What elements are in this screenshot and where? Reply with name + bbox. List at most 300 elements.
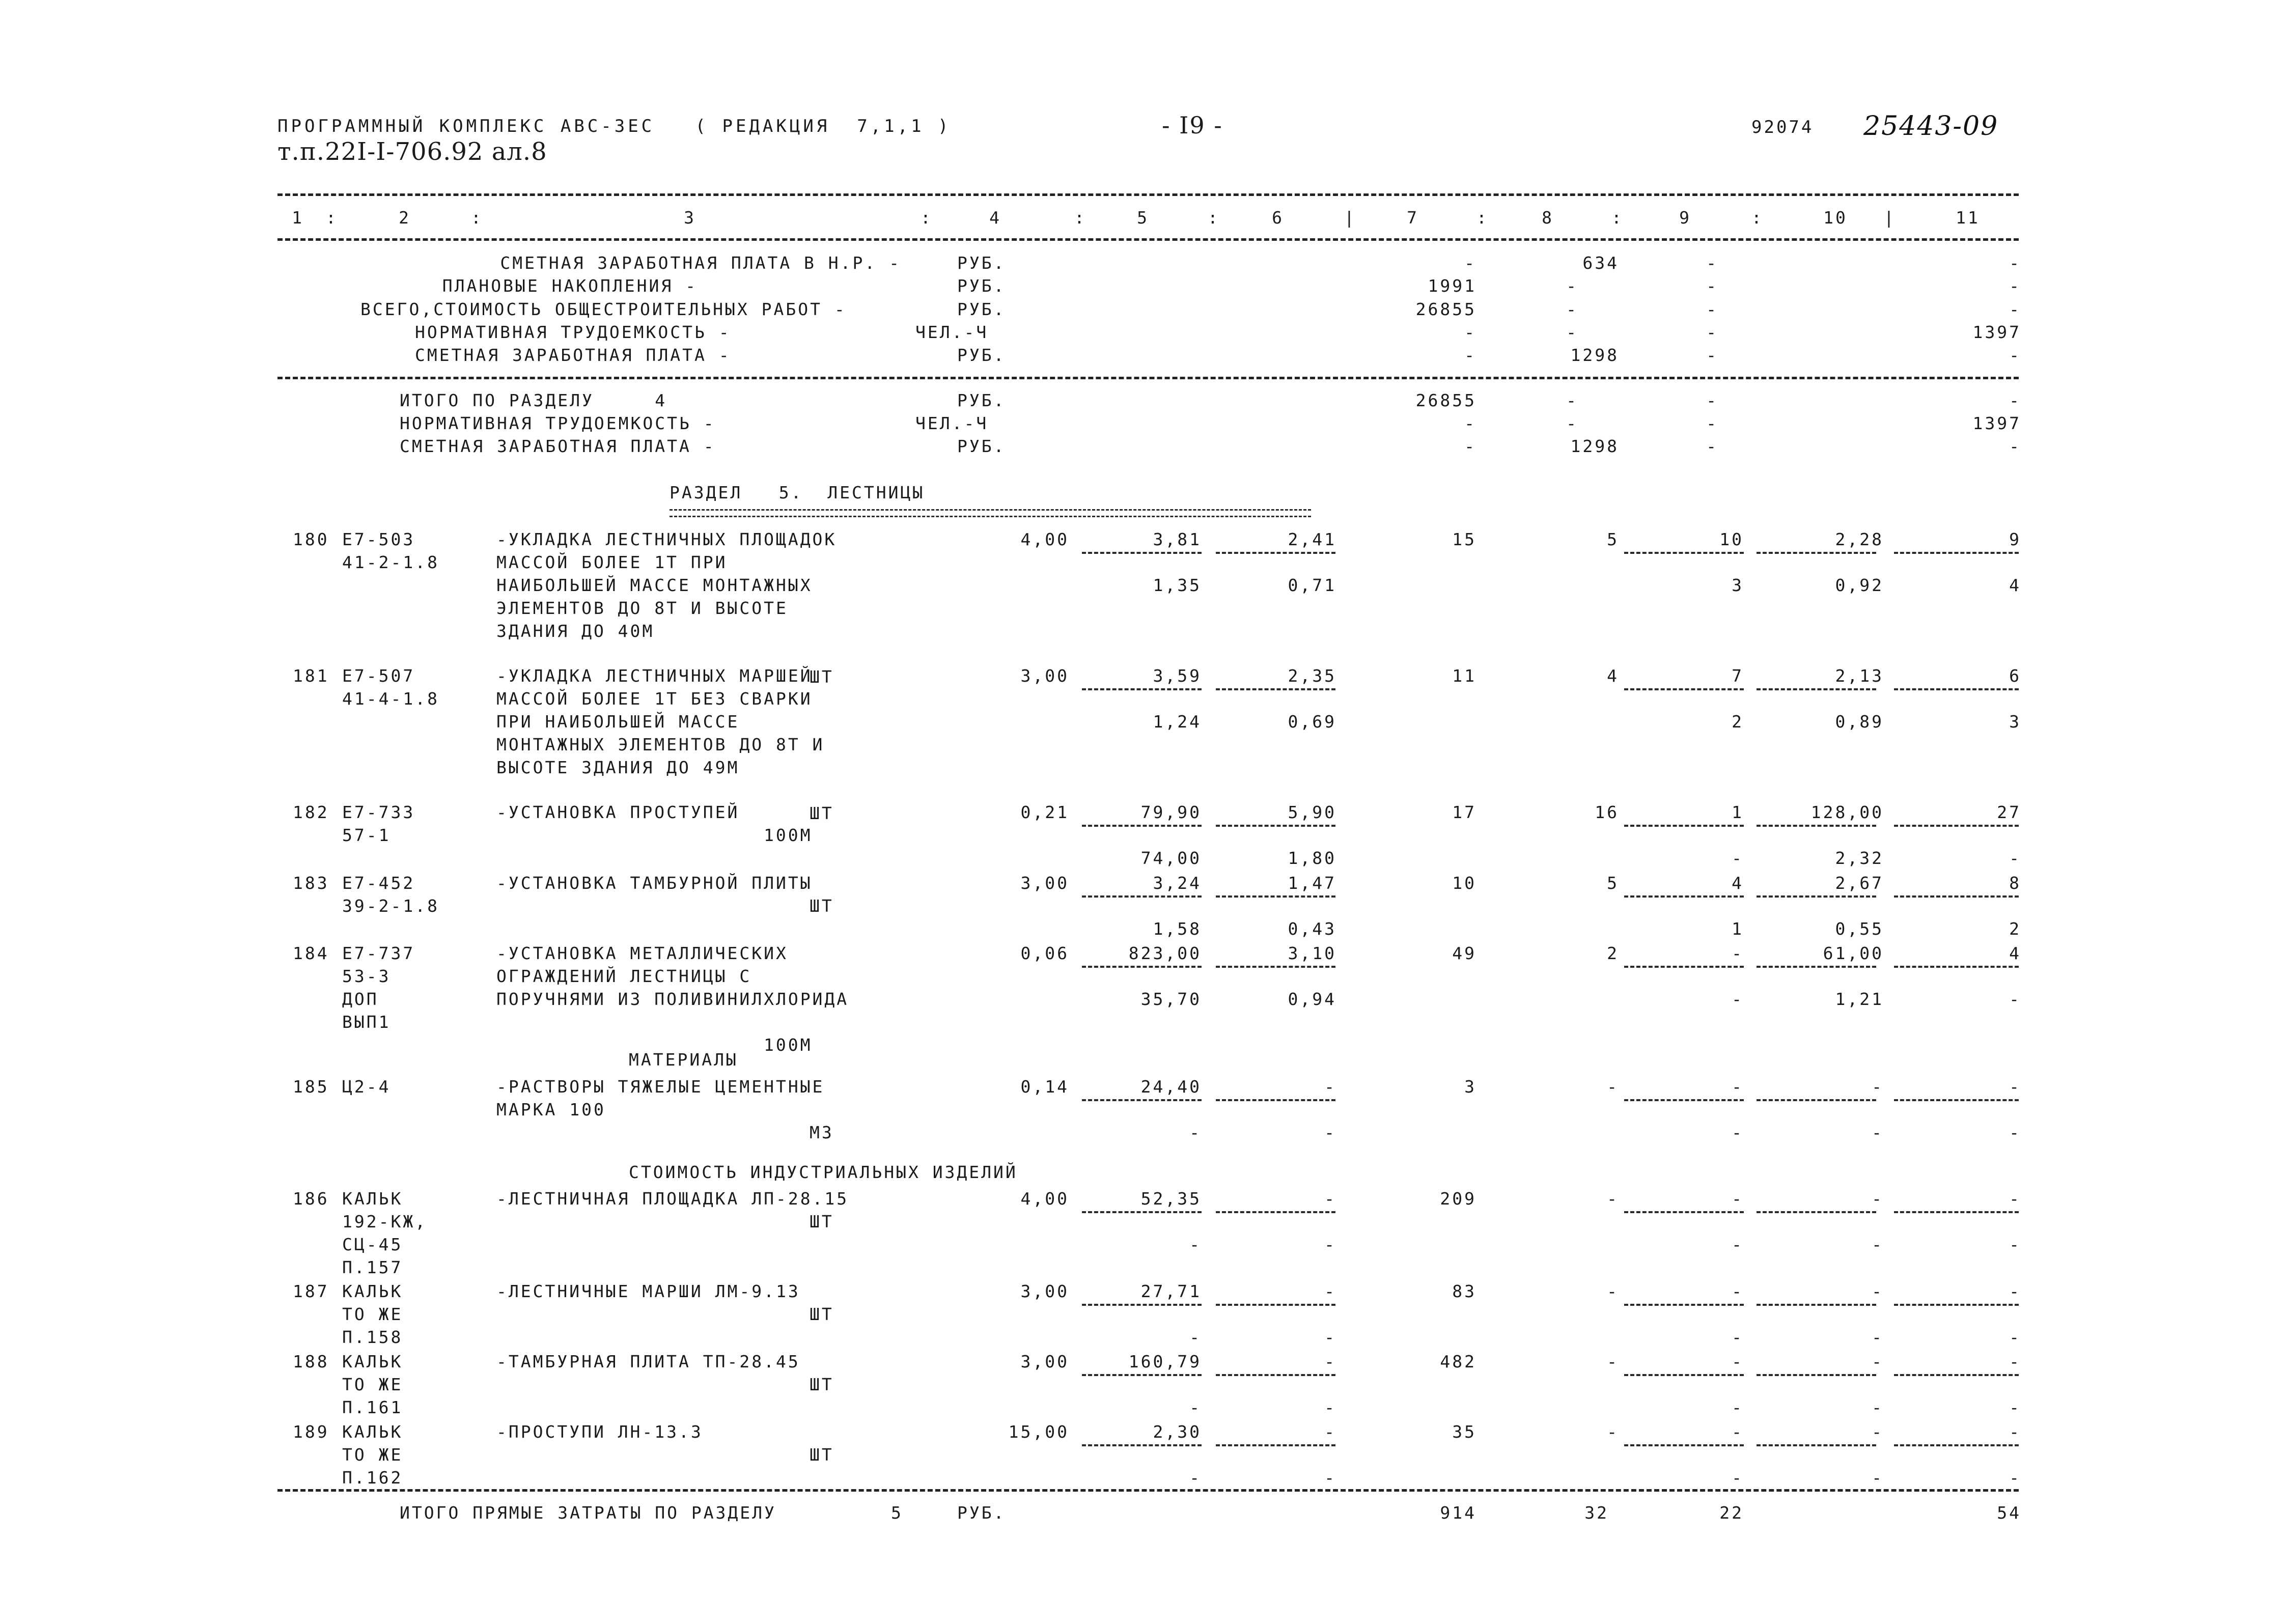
col-separators: :: [1611, 208, 1624, 228]
col6-value: -: [1324, 1281, 1336, 1301]
col5-value-lower: 1,35: [1153, 575, 1202, 595]
col6-value-lower: -: [1324, 1123, 1336, 1142]
split-rule: [1757, 825, 1876, 827]
quantity: 3,00: [1020, 1352, 1069, 1371]
col9-value: -: [1732, 1281, 1744, 1301]
item-description: -ТАМБУРНАЯ ПЛИТА ТП-28.45: [496, 1352, 800, 1371]
page-number: - I9 -: [1162, 111, 1223, 139]
item-code: ВЫП1: [342, 1012, 391, 1032]
col10-value-lower: -: [1872, 1327, 1884, 1347]
col11-value-lower: 3: [2009, 712, 2021, 732]
split-rule: [1216, 966, 1335, 968]
item-code: Е7-452: [342, 873, 415, 893]
col11-value: 8: [2009, 873, 2021, 893]
item-description: -УСТАНОВКА ПРОСТУПЕЙ: [496, 802, 740, 822]
col6-value-lower: -: [1324, 1397, 1336, 1417]
footer-c7: 914: [1440, 1503, 1476, 1523]
col10-value-lower: -: [1872, 1235, 1884, 1254]
item-unit: 100М: [764, 1035, 813, 1055]
item-code: ТО ЖЕ: [342, 1304, 403, 1324]
col9-value: 4: [1732, 873, 1744, 893]
col11-value-lower: -: [2009, 1397, 2021, 1417]
split-rule: [1216, 825, 1335, 827]
item-description: МАССОЙ БОЛЕЕ 1Т БЕЗ СВАРКИ: [496, 689, 813, 709]
summary-c11: -: [2009, 276, 2021, 296]
total-unit: РУБ.: [957, 390, 1006, 410]
col10-value-lower: 1,21: [1835, 989, 1884, 1009]
total-name: ИТОГО ПО РАЗДЕЛУ 4: [400, 390, 667, 410]
col-head-1: 1: [292, 208, 304, 228]
col6-value-lower: -: [1324, 1235, 1336, 1254]
split-rule: [1082, 1444, 1202, 1446]
col8-value: 5: [1607, 529, 1619, 549]
summary-c11: -: [2009, 345, 2021, 365]
item-description: -УСТАНОВКА МЕТАЛЛИЧЕСКИХ: [496, 943, 788, 963]
item-code: Ц2-4: [342, 1077, 391, 1097]
col5-value-lower: 74,00: [1140, 848, 1202, 868]
item-description: ПРИ НАИБОЛЬШЕЙ МАССЕ: [496, 712, 740, 732]
summary-c7: -: [1464, 253, 1476, 273]
col10-value-lower: 0,89: [1835, 712, 1884, 732]
col7-value: 482: [1440, 1352, 1476, 1371]
summary-unit: РУБ.: [957, 345, 1006, 365]
col-head-2: 2: [399, 208, 411, 228]
total-name: СМЕТНАЯ ЗАРАБОТНАЯ ПЛАТА -: [400, 436, 716, 456]
col5-value: 823,00: [1128, 943, 1202, 963]
col6-value: -: [1324, 1422, 1336, 1442]
col11-value: 4: [2009, 943, 2021, 963]
quantity: 15,00: [1008, 1422, 1069, 1442]
row-number: 180: [293, 529, 329, 549]
col9-value: -: [1732, 943, 1744, 963]
col6-value: 1,47: [1288, 873, 1336, 893]
col5-value: 2,30: [1153, 1422, 1202, 1442]
quantity: 4,00: [1020, 529, 1069, 549]
split-rule: [1082, 825, 1202, 827]
quantity: 0,21: [1020, 802, 1069, 822]
header-bottom-rule: [277, 238, 2019, 241]
col10-value: -: [1872, 1189, 1884, 1209]
item-description: -УКЛАДКА ЛЕСТНИЧНЫХ ПЛОЩАДОК: [496, 529, 837, 549]
col-separators: :: [1751, 208, 1764, 228]
split-rule: [1624, 966, 1744, 968]
summary-c7: 26855: [1415, 299, 1476, 319]
col7-value: 15: [1452, 529, 1476, 549]
col-head-10: 10: [1823, 208, 1848, 228]
col6-value: 2,35: [1288, 666, 1336, 686]
summary-c8: -: [1566, 276, 1578, 296]
item-code: КАЛЬК: [342, 1281, 403, 1301]
summary-c7: 1991: [1428, 276, 1476, 296]
summary-unit: ЧЕЛ.-Ч: [915, 322, 989, 342]
split-rule: [1082, 895, 1202, 898]
item-unit: ШТ: [810, 803, 834, 823]
col-separators: :: [1476, 208, 1489, 228]
item-description: -ЛЕСТНИЧНЫЕ МАРШИ ЛМ-9.13: [496, 1281, 800, 1301]
col11-value-lower: -: [2009, 1327, 2021, 1347]
col9-value-lower: 3: [1732, 575, 1744, 595]
col5-value: 52,35: [1140, 1189, 1202, 1209]
col9-value-lower: -: [1732, 848, 1744, 868]
split-rule: [1757, 1304, 1876, 1306]
col11-value: 9: [2009, 529, 2021, 549]
col-separators: :: [326, 208, 338, 228]
total-name: НОРМАТИВНАЯ ТРУДОЕМКОСТЬ -: [400, 413, 716, 433]
summary-name: СМЕТНАЯ ЗАРАБОТНАЯ ПЛАТА В Н.Р. -: [500, 253, 901, 273]
split-rule: [1624, 895, 1744, 898]
split-rule: [1894, 1374, 2019, 1376]
split-rule: [1894, 552, 2019, 554]
item-code: 192-КЖ,: [342, 1212, 428, 1231]
col6-value-lower: 0,69: [1288, 712, 1336, 732]
col11-value: -: [2009, 1422, 2021, 1442]
col-head-8: 8: [1542, 208, 1554, 228]
row-number: 188: [293, 1352, 329, 1371]
col11-value-lower: -: [2009, 989, 2021, 1009]
col9-value: -: [1732, 1077, 1744, 1097]
col6-value-lower: 0,94: [1288, 989, 1336, 1009]
col9-value: 1: [1732, 802, 1744, 822]
split-rule: [1624, 1374, 1744, 1376]
row-number: 185: [293, 1077, 329, 1097]
item-code: П.158: [342, 1327, 403, 1347]
col10-value: 61,00: [1823, 943, 1884, 963]
summary-c8: 634: [1582, 253, 1619, 273]
col10-value-lower: 0,55: [1835, 919, 1884, 939]
item-code: ТО ЖЕ: [342, 1375, 403, 1394]
split-rule: [1757, 966, 1876, 968]
col7-value: 49: [1452, 943, 1476, 963]
item-code: Е7-503: [342, 529, 415, 549]
split-rule: [1082, 966, 1202, 968]
col-separators: :: [1074, 208, 1086, 228]
split-rule: [1757, 895, 1876, 898]
total-c9: -: [1706, 390, 1718, 410]
split-rule: [1757, 688, 1876, 690]
handwritten-number: 25443-09: [1863, 111, 1999, 142]
split-rule: [1624, 1211, 1744, 1213]
col8-value: 16: [1595, 802, 1619, 822]
item-code: Е7-737: [342, 943, 415, 963]
summary-unit: РУБ.: [957, 299, 1006, 319]
footer-c8: 32: [1584, 1503, 1609, 1523]
summary-name: ВСЕГО,СТОИМОСТЬ ОБЩЕСТРОИТЕЛЬНЫХ РАБОТ -: [360, 299, 847, 319]
doc-reference: т.п.22I-I-706.92 ал.8: [277, 137, 547, 166]
col5-value-lower: -: [1189, 1235, 1202, 1254]
total-c11: -: [2009, 390, 2021, 410]
item-description: -ПРОСТУПИ ЛН-13.3: [496, 1422, 703, 1442]
col5-value-lower: 1,24: [1153, 712, 1202, 732]
item-code: СЦ-45: [342, 1235, 403, 1254]
total-c7: -: [1464, 436, 1476, 456]
col11-value-lower: 2: [2009, 919, 2021, 939]
item-description: ВЫСОТЕ ЗДАНИЯ ДО 49М: [496, 758, 740, 777]
footer-c9: 22: [1719, 1503, 1744, 1523]
item-description: МОНТАЖНЫХ ЭЛЕМЕНТОВ ДО 8Т И: [496, 735, 825, 754]
split-rule: [1082, 1304, 1202, 1306]
col6-value-lower: 0,71: [1288, 575, 1336, 595]
quantity: 0,06: [1020, 943, 1069, 963]
summary-name: СМЕТНАЯ ЗАРАБОТНАЯ ПЛАТА -: [415, 345, 731, 365]
col6-value: -: [1324, 1077, 1336, 1097]
split-rule: [1216, 1374, 1335, 1376]
col10-value: -: [1872, 1281, 1884, 1301]
section-title-underline: [670, 509, 1311, 517]
split-rule: [1082, 1211, 1202, 1213]
col11-value-lower: -: [2009, 848, 2021, 868]
item-code: ТО ЖЕ: [342, 1445, 403, 1465]
quantity: 3,00: [1020, 1281, 1069, 1301]
quantity: 4,00: [1020, 1189, 1069, 1209]
col-head-11: 11: [1956, 208, 1980, 228]
col6-value: -: [1324, 1352, 1336, 1371]
col10-value-lower: 0,92: [1835, 575, 1884, 595]
industrial-heading: СТОИМОСТЬ ИНДУСТРИАЛЬНЫХ ИЗДЕЛИЙ: [629, 1162, 1018, 1182]
col5-value-lower: -: [1189, 1397, 1202, 1417]
split-rule: [1216, 1304, 1335, 1306]
quantity: 0,14: [1020, 1077, 1069, 1097]
total-c7: 26855: [1415, 390, 1476, 410]
summary-c8: 1298: [1570, 345, 1619, 365]
col11-value: -: [2009, 1281, 2021, 1301]
split-rule: [1757, 1211, 1876, 1213]
split-rule: [1216, 1444, 1335, 1446]
item-description: МАССОЙ БОЛЕЕ 1Т ПРИ: [496, 552, 728, 572]
col7-value: 209: [1440, 1189, 1476, 1209]
item-unit: М3: [810, 1123, 834, 1142]
col11-value-lower: 4: [2009, 575, 2021, 595]
summary-name: ПЛАНОВЫЕ НАКОПЛЕНИЯ -: [442, 276, 698, 296]
item-code: П.162: [342, 1468, 403, 1488]
summary-c11: -: [2009, 253, 2021, 273]
col5-value: 3,59: [1153, 666, 1202, 686]
col5-value: 3,24: [1153, 873, 1202, 893]
split-rule: [1082, 552, 1202, 554]
item-description: МАРКА 100: [496, 1100, 606, 1119]
split-rule: [1624, 1444, 1744, 1446]
col6-value: -: [1324, 1189, 1336, 1209]
col8-value: -: [1607, 1422, 1619, 1442]
summary-c7: -: [1464, 322, 1476, 342]
row-number: 189: [293, 1422, 329, 1442]
row-number: 181: [293, 666, 329, 686]
col9-value-lower: -: [1732, 1327, 1744, 1347]
col7-value: 17: [1452, 802, 1476, 822]
split-rule: [1216, 1099, 1335, 1101]
total-c9: -: [1706, 436, 1718, 456]
total-unit: ЧЕЛ.-Ч: [915, 413, 989, 433]
col5-value-lower: -: [1189, 1123, 1202, 1142]
item-code: 41-4-1.8: [342, 689, 439, 709]
col5-value: 79,90: [1140, 802, 1202, 822]
split-rule: [1082, 688, 1202, 690]
col6-value-lower: 1,80: [1288, 848, 1336, 868]
header-top-rule: [277, 193, 2019, 196]
col6-value-lower: -: [1324, 1327, 1336, 1347]
col9-value: -: [1732, 1422, 1744, 1442]
total-c8: -: [1566, 413, 1578, 433]
total-c8: -: [1566, 390, 1578, 410]
split-rule: [1894, 1211, 2019, 1213]
summary-c11: 1397: [1972, 322, 2021, 342]
split-rule: [1894, 1444, 2019, 1446]
col-head-4: 4: [989, 208, 1001, 228]
col6-value-lower: -: [1324, 1468, 1336, 1488]
col7-value: 10: [1452, 873, 1476, 893]
item-unit: ШТ: [810, 1304, 834, 1324]
col10-value: 128,00: [1810, 802, 1884, 822]
item-unit: ШТ: [810, 1212, 834, 1231]
col10-value-lower: 2,32: [1835, 848, 1884, 868]
summary-c9: -: [1706, 299, 1718, 319]
split-rule: [1757, 1444, 1876, 1446]
item-code: 53-3: [342, 966, 391, 986]
item-code: П.157: [342, 1257, 403, 1277]
quantity: 3,00: [1020, 666, 1069, 686]
item-description: ЗДАНИЯ ДО 40М: [496, 621, 655, 641]
item-code: Е7-507: [342, 666, 415, 686]
col9-value: -: [1732, 1189, 1744, 1209]
row-number: 184: [293, 943, 329, 963]
summary-name: НОРМАТИВНАЯ ТРУДОЕМКОСТЬ -: [415, 322, 731, 342]
col-separators: :: [471, 208, 483, 228]
col5-value: 3,81: [1153, 529, 1202, 549]
col8-value: 4: [1607, 666, 1619, 686]
col5-value-lower: -: [1189, 1468, 1202, 1488]
item-unit: ШТ: [810, 896, 834, 916]
col6-value: 3,10: [1288, 943, 1336, 963]
col11-value-lower: -: [2009, 1235, 2021, 1254]
row-number: 183: [293, 873, 329, 893]
col8-value: -: [1607, 1077, 1619, 1097]
item-code: ДОП: [342, 989, 379, 1009]
col10-value: 2,28: [1835, 529, 1884, 549]
item-description: НАИБОЛЬШЕЙ МАССЕ МОНТАЖНЫХ: [496, 575, 813, 595]
col5-value-lower: 35,70: [1140, 989, 1202, 1009]
col9-value-lower: -: [1732, 1235, 1744, 1254]
item-unit: 100М: [764, 825, 813, 845]
col11-value-lower: -: [2009, 1123, 2021, 1142]
col-separators: |: [1344, 208, 1356, 228]
col7-value: 35: [1452, 1422, 1476, 1442]
split-rule: [1216, 1211, 1335, 1213]
item-unit: ШТ: [810, 1445, 834, 1465]
col5-value: 24,40: [1140, 1077, 1202, 1097]
col-head-7: 7: [1407, 208, 1419, 228]
col-separators: :: [921, 208, 933, 228]
item-unit: ШТ: [810, 667, 834, 687]
materials-heading: МАТЕРИАЛЫ: [629, 1050, 738, 1070]
split-rule: [1082, 1374, 1202, 1376]
row-number: 186: [293, 1189, 329, 1209]
col9-value: 7: [1732, 666, 1744, 686]
col5-value-lower: 1,58: [1153, 919, 1202, 939]
total-c7: -: [1464, 413, 1476, 433]
summary-c8: -: [1566, 299, 1578, 319]
col-head-9: 9: [1679, 208, 1691, 228]
col11-value: -: [2009, 1189, 2021, 1209]
summary-c9: -: [1706, 345, 1718, 365]
col8-value: -: [1607, 1189, 1619, 1209]
split-rule: [1216, 895, 1335, 898]
col6-value-lower: 0,43: [1288, 919, 1336, 939]
col-separators: :: [1208, 208, 1220, 228]
item-description: ОГРАЖДЕНИЙ ЛЕСТНИЦЫ С: [496, 966, 752, 986]
footer-label: ИТОГО ПРЯМЫЕ ЗАТРАТЫ ПО РАЗДЕЛУ: [400, 1503, 776, 1523]
col7-value: 11: [1452, 666, 1476, 686]
footer-unit: РУБ.: [957, 1503, 1006, 1523]
item-code: КАЛЬК: [342, 1189, 403, 1209]
split-rule: [1216, 688, 1335, 690]
col11-value: -: [2009, 1077, 2021, 1097]
split-rule: [1624, 1099, 1744, 1101]
col9-value-lower: -: [1732, 1468, 1744, 1488]
summary-unit: РУБ.: [957, 253, 1006, 273]
summary-c8: -: [1566, 322, 1578, 342]
col-head-6: 6: [1272, 208, 1284, 228]
summary-c9: -: [1706, 322, 1718, 342]
quantity: 3,00: [1020, 873, 1069, 893]
col6-value: 2,41: [1288, 529, 1336, 549]
footer-rule: [277, 1489, 2019, 1492]
split-rule: [1624, 825, 1744, 827]
item-code: 41-2-1.8: [342, 552, 439, 572]
col5-value: 160,79: [1128, 1352, 1202, 1371]
col11-value: 6: [2009, 666, 2021, 686]
summary-c9: -: [1706, 253, 1718, 273]
total-c9: -: [1706, 413, 1718, 433]
row-number: 182: [293, 802, 329, 822]
split-rule: [1082, 1099, 1202, 1101]
col9-value-lower: -: [1732, 989, 1744, 1009]
item-description: -ЛЕСТНИЧНАЯ ПЛОЩАДКА ЛП-28.15: [496, 1189, 849, 1209]
split-rule: [1757, 552, 1876, 554]
item-description: -УКЛАДКА ЛЕСТНИЧНЫХ МАРШЕЙ: [496, 666, 813, 686]
footer-section: 5: [891, 1503, 903, 1523]
col-separators: |: [1884, 208, 1896, 228]
row-number: 187: [293, 1281, 329, 1301]
split-rule: [1624, 552, 1744, 554]
item-unit: ШТ: [810, 1375, 834, 1394]
col9-value-lower: 2: [1732, 712, 1744, 732]
item-code: КАЛЬК: [342, 1422, 403, 1442]
summary-divider: [277, 377, 2019, 379]
col10-value: 2,13: [1835, 666, 1884, 686]
col5-value-lower: -: [1189, 1327, 1202, 1347]
item-code: 57-1: [342, 825, 391, 845]
summary-c9: -: [1706, 276, 1718, 296]
summary-c11: -: [2009, 299, 2021, 319]
item-description: ПОРУЧНЯМИ ИЗ ПОЛИВИНИЛХЛОРИДА: [496, 989, 849, 1009]
split-rule: [1894, 1099, 2019, 1101]
split-rule: [1894, 895, 2019, 898]
col9-value: 10: [1719, 529, 1744, 549]
col8-value: 2: [1607, 943, 1619, 963]
col10-value-lower: -: [1872, 1468, 1884, 1488]
split-rule: [1757, 1099, 1876, 1101]
summary-c7: -: [1464, 345, 1476, 365]
doc-code: 92074: [1751, 117, 1814, 137]
split-rule: [1894, 1304, 2019, 1306]
col9-value-lower: 1: [1732, 919, 1744, 939]
split-rule: [1894, 825, 2019, 827]
total-c11: 1397: [1972, 413, 2021, 433]
item-code: 39-2-1.8: [342, 896, 439, 916]
col8-value: -: [1607, 1281, 1619, 1301]
col8-value: -: [1607, 1352, 1619, 1371]
col10-value-lower: -: [1872, 1397, 1884, 1417]
program-header: ПРОГРАММНЫЙ КОМПЛЕКС АВС-3ЕС ( РЕДАКЦИЯ 7,1,1 ): [277, 116, 952, 136]
